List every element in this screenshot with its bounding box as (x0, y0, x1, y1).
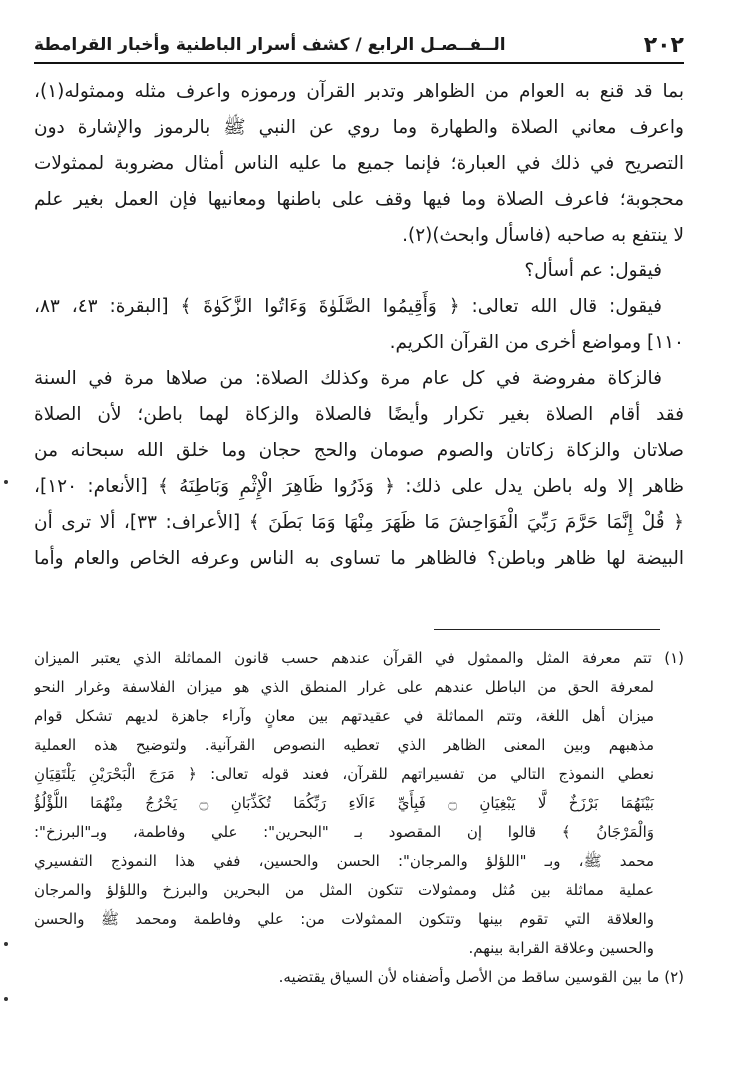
text-line: البيضة لها ظاهر وباطن؟ فالظاهر ما تساوى به الناس وعرفه الخاص والعام وأما (34, 547, 684, 569)
quran-verse-line: ظاهر إلا وله باطن يدل على ذلك: ﴿ وَذَرُوا ظَاهِرَ الْإِثْمِ وَبَاطِنَهُ ﴾ [الأنعام: ١٢٠]، (34, 475, 684, 497)
margin-mark (4, 997, 8, 1001)
footnote-line: والحسين وعلاقة القرابة بينهم. (468, 939, 654, 957)
text-line: بما قد قنع به العوام من الظواهر وتدبر القرآن ورموزه واعرف مثله وممثوله(١)، (34, 81, 684, 102)
footnote-line: نعطي النموذج التالي من تفسيراتهم للقرآن، فعند قوله تعالى: ﴿ مَرَجَ الْبَحْرَيْنِ يَلْتَقِيَانِ (34, 765, 654, 783)
text-line: لا ينتفع به صاحبه (فاسأل وابحث)(٢). (402, 224, 684, 246)
text-line: صلاتان والزكاة زكاتان والصوم صومان والحج حجان وما خلق الله سبحانه من (34, 439, 684, 461)
footnote-line: والعلاقة التي تقوم بينها وتتكون الممثولات من: علي وفاطمة ومحمد ﷺ والحسن (34, 910, 654, 928)
text-line: ١١٠] ومواضع أخرى من القرآن الكريم. (389, 332, 684, 354)
footnote-line: محمد ﷺ، وبـ "اللؤلؤ والمرجان": الحسن والحسين، ففي هذا النموذج التفسيري (34, 852, 654, 870)
text-line: واعرف معاني الصلاة والطهارة وما روي عن النبي ﷺ بالرموز والإشارة دون (34, 116, 684, 138)
quran-verse-line: فيقول: قال الله تعالى: ﴿ وَأَقِيمُوا الصَّلَوٰةَ وَءَاتُوا الزَّكَوٰةَ ﴾ [البقرة: ٤٣، ٨٣، (34, 296, 662, 318)
text-line: فالزكاة مفروضة في كل عام مرة وكذلك الصلاة: من صلاها مرة في السنة (34, 368, 662, 390)
footnote-line: عملية مماثلة بين مُثل وممثولات تتكون المثل من البحرين والبرزخ واللؤلؤ والمرجان (34, 881, 654, 899)
running-header (34, 30, 684, 64)
margin-mark (4, 942, 8, 946)
text-line: محجوبة؛ فاعرف الصلاة وما فيها وقف على باطنها ومعانيها فإن العمل بغير علم (34, 188, 684, 210)
running-title: الــفــصـل الرابع / كشف أسرار الباطنية وأخبار القرامطة (34, 35, 506, 55)
footnote-line: لمعرفة الحق من الباطل عندهم على غرار المنطق الذي هو ميزان الفلاسفة وغرار النحو (34, 678, 654, 696)
text-line: فقد أقام الصلاة بغير تكرار وأيضًا فالصلاة والزكاة لهما باطن؛ لأن الصلاة (34, 404, 684, 426)
footnote-line: وَالْمَرْجَانُ ﴾ قالوا إن المقصود بـ "البحرين": علي وفاطمة، وبـ"البرزخ": (34, 823, 654, 841)
footnote-line: بَيْنَهُمَا بَرْزَخٌ لَّا يَبْغِيَانِ ۝ فَبِأَيِّ ءَالَاءِ رَبِّكُمَا تُكَذِّبَانِ ۝ يَخْرُجُ مِنْهُمَا اللُّؤْلُؤُ (34, 794, 654, 812)
footnote-line: ميزان أهل اللغة، وتتم المماثلة في عقيدتهم بين معانٍ وآراء جاهزة لديهم تشكل قوام (34, 707, 654, 725)
quran-verse-line: ﴿ قُلْ إِنَّمَا حَرَّمَ رَبِّيَ الْفَوَاحِشَ مَا ظَهَرَ مِنْهَا وَمَا بَطَنَ ﴾ [الأعراف: ٣٣]، ألا ترى أن (34, 511, 684, 533)
main-text (34, 74, 684, 576)
footnote-line: مذهبهم وبين المعنى الظاهر الذي تعطيه النصوص القرآنية. ولتوضيح هذه العملية (34, 736, 654, 754)
text-line: فيقول: عم أسأل؟ (524, 260, 662, 282)
page-number: ٢٠٢ (643, 32, 684, 58)
text-line: التصريح في ذلك في العبارة؛ فإنما جميع ما عليه الناس أمثال مضروبة لممثولات (34, 152, 684, 174)
footnotes (34, 644, 684, 992)
margin-mark (4, 480, 8, 484)
footnote-separator (434, 629, 660, 630)
footnote-line: (٢) ما بين القوسين ساقط من الأصل وأضفناه لأن السياق يقتضيه. (278, 968, 684, 986)
footnote-line: (١) تتم معرفة المثل والممثول في القرآن عندهم حسب قانون المماثلة الذي يعتبر الميزان (34, 649, 684, 667)
